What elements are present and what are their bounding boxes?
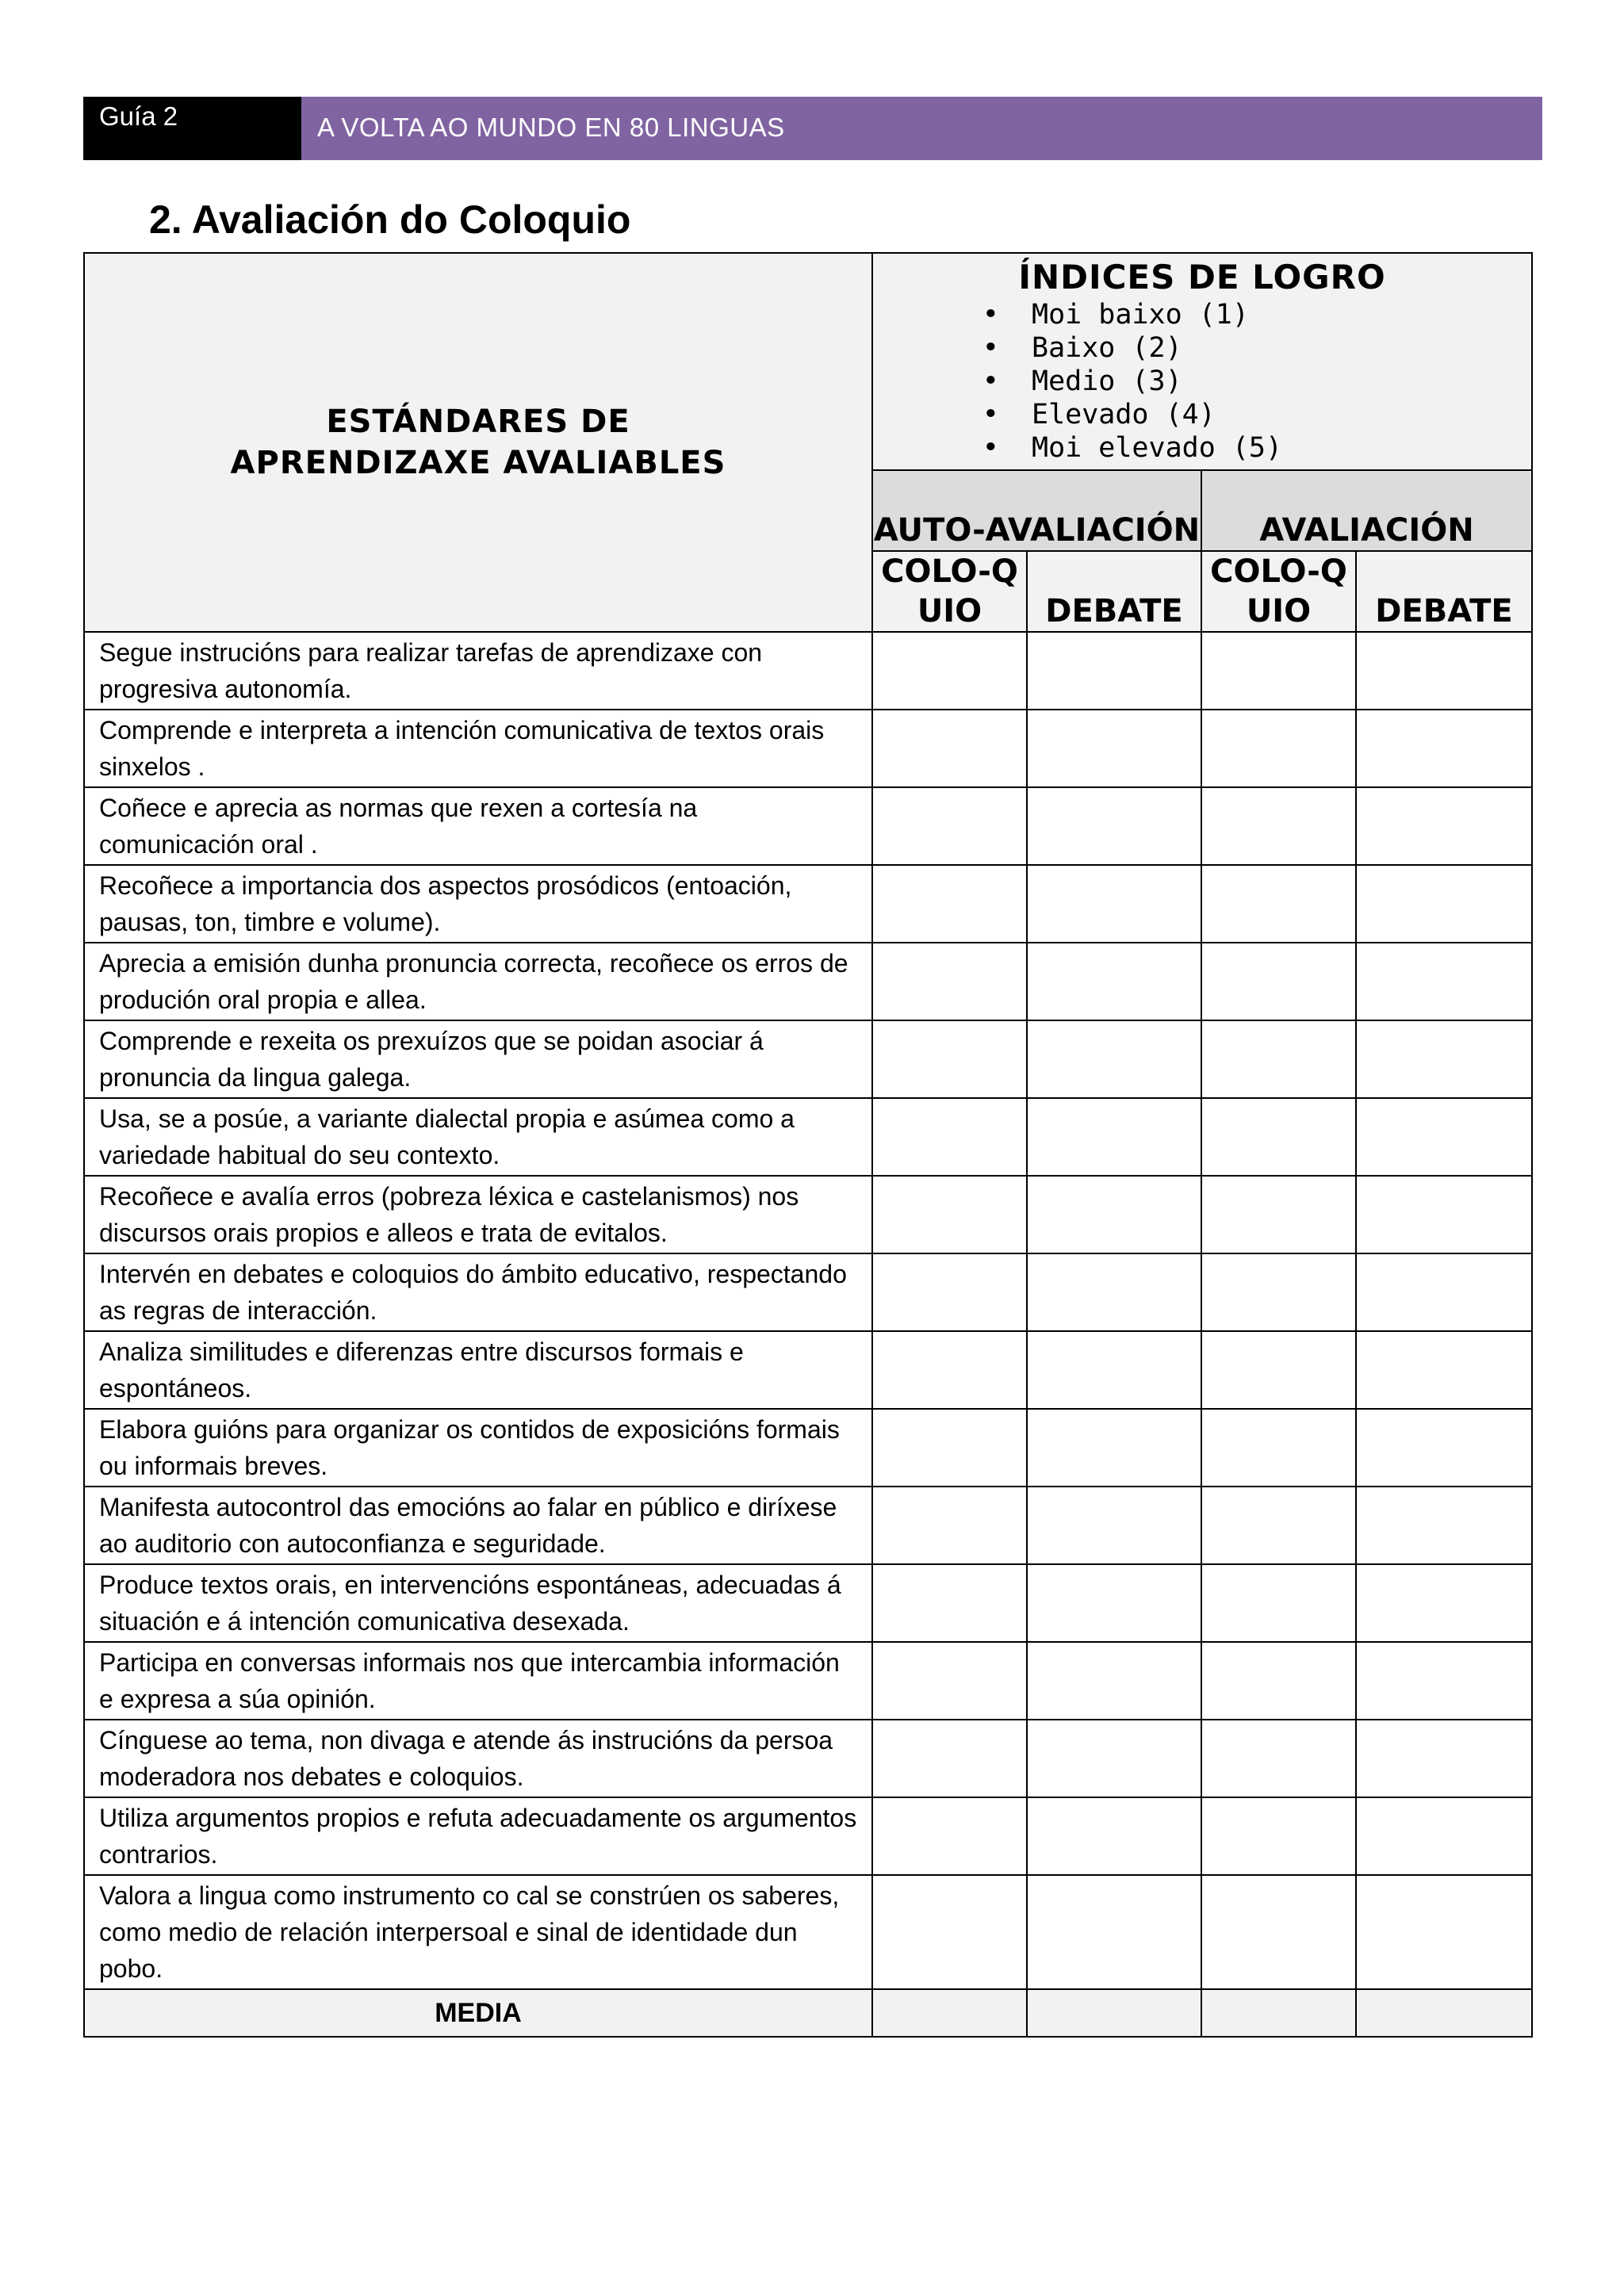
score-cell[interactable] — [1201, 1331, 1356, 1409]
score-cell[interactable] — [872, 865, 1027, 943]
score-cell[interactable] — [1027, 710, 1201, 787]
score-cell[interactable] — [1027, 943, 1201, 1020]
score-cell[interactable] — [1201, 1720, 1356, 1797]
index-item: • Baixo (2) — [1032, 331, 1531, 365]
indices-list — [873, 298, 1531, 465]
score-cell[interactable] — [872, 1098, 1027, 1176]
media-cell[interactable] — [872, 1989, 1027, 2037]
score-cell[interactable] — [1356, 1098, 1532, 1176]
table-row — [84, 1409, 1532, 1487]
score-cell[interactable] — [1201, 1564, 1356, 1642]
media-cell[interactable] — [1356, 1989, 1532, 2037]
standard-text: Recoñece e avalía erros (pobreza léxica e castelanismos) nos discursos orais propios e alleos e trata de evitalos. — [84, 1176, 872, 1253]
table-row — [84, 1564, 1532, 1642]
index-item: • Moi elevado (5) — [1032, 431, 1531, 465]
indices-title: ÍNDICES DE LOGRO — [1018, 258, 1386, 297]
score-cell[interactable] — [1201, 943, 1356, 1020]
table-row — [84, 787, 1532, 865]
score-cell[interactable] — [872, 787, 1027, 865]
score-cell[interactable] — [1201, 1098, 1356, 1176]
achievement-indices — [872, 253, 1532, 470]
score-cell[interactable] — [1027, 1875, 1201, 1989]
table-row — [84, 1642, 1532, 1720]
score-cell[interactable] — [1201, 1487, 1356, 1564]
standard-text: Cínguese ao tema, non divaga e atende ás instrucións da persoa moderadora nos debates e coloquios. — [84, 1720, 872, 1797]
table-row — [84, 1720, 1532, 1797]
score-cell[interactable] — [872, 1253, 1027, 1331]
standards-header-line-2: APRENDIZAXE AVALIABLES — [230, 445, 726, 481]
index-item: • Elevado (4) — [1032, 398, 1531, 431]
standard-text: Segue instrucións para realizar tarefas de aprendizaxe con progresiva autonomía. — [84, 632, 872, 710]
score-cell[interactable] — [872, 1797, 1027, 1875]
standard-text: Manifesta autocontrol das emocións ao falar en público e diríxese ao auditorio con autoconfianza e seguridade. — [84, 1487, 872, 1564]
score-cell[interactable] — [872, 1020, 1027, 1098]
score-cell[interactable] — [1027, 1020, 1201, 1098]
standard-text: Utiliza argumentos propios e refuta adecuadamente os argumentos contrarios. — [84, 1797, 872, 1875]
media-cell[interactable] — [1201, 1989, 1356, 2037]
score-cell[interactable] — [1027, 1331, 1201, 1409]
index-item: • Moi baixo (1) — [1032, 298, 1531, 331]
table-row — [84, 1331, 1532, 1409]
score-cell[interactable] — [1356, 865, 1532, 943]
score-cell[interactable] — [1201, 1642, 1356, 1720]
score-cell[interactable] — [1201, 787, 1356, 865]
table-row — [84, 1098, 1532, 1176]
subcolumn-debate: DEBATE — [1027, 551, 1201, 632]
standards-header — [84, 253, 872, 632]
score-cell[interactable] — [1201, 632, 1356, 710]
evaluation-table — [83, 252, 1533, 2038]
score-cell[interactable] — [1201, 1176, 1356, 1253]
score-cell[interactable] — [1027, 1564, 1201, 1642]
score-cell[interactable] — [1027, 1409, 1201, 1487]
header-banner — [83, 97, 1542, 160]
score-cell[interactable] — [872, 1409, 1027, 1487]
score-cell[interactable] — [1356, 1642, 1532, 1720]
table-row — [84, 943, 1532, 1020]
score-cell[interactable] — [872, 632, 1027, 710]
score-cell[interactable] — [1027, 1487, 1201, 1564]
media-row — [84, 1989, 1532, 2037]
score-cell[interactable] — [1201, 710, 1356, 787]
score-cell[interactable] — [1027, 1098, 1201, 1176]
subcolumn-colloquium: COLO-QUIO — [1201, 551, 1356, 632]
media-cell[interactable] — [1027, 1989, 1201, 2037]
score-cell[interactable] — [1356, 1409, 1532, 1487]
score-cell[interactable] — [872, 1331, 1027, 1409]
score-cell[interactable] — [1027, 1253, 1201, 1331]
section-title: 2. Avaliación do Coloquio — [149, 197, 631, 242]
table-row — [84, 1797, 1532, 1875]
score-cell[interactable] — [1201, 1409, 1356, 1487]
score-cell[interactable] — [1027, 1176, 1201, 1253]
score-cell[interactable] — [1201, 865, 1356, 943]
score-cell[interactable] — [1356, 787, 1532, 865]
score-cell[interactable] — [1356, 1020, 1532, 1098]
standard-text: Aprecia a emisión dunha pronuncia correcta, recoñece os erros de produción oral propia e allea. — [84, 943, 872, 1020]
score-cell[interactable] — [1356, 943, 1532, 1020]
score-cell[interactable] — [1356, 1720, 1532, 1797]
score-cell[interactable] — [1356, 1176, 1532, 1253]
score-cell[interactable] — [1356, 1487, 1532, 1564]
table-row — [84, 632, 1532, 710]
score-cell[interactable] — [1356, 1253, 1532, 1331]
standard-text: Analiza similitudes e diferenzas entre discursos formais e espontáneos. — [84, 1331, 872, 1409]
standard-text: Elabora guións para organizar os contidos de exposicións formais ou informais breves. — [84, 1409, 872, 1487]
score-cell[interactable] — [1356, 710, 1532, 787]
table-row — [84, 1487, 1532, 1564]
standard-text: Comprende e interpreta a intención comunicativa de textos orais sinxelos . — [84, 710, 872, 787]
table-row — [84, 1875, 1532, 1989]
score-cell[interactable] — [872, 1642, 1027, 1720]
table-row — [84, 865, 1532, 943]
score-cell[interactable] — [1356, 1875, 1532, 1989]
score-cell[interactable] — [1201, 1253, 1356, 1331]
subcolumn-debate: DEBATE — [1356, 551, 1532, 632]
table-row — [84, 1253, 1532, 1331]
score-cell[interactable] — [872, 1720, 1027, 1797]
self-evaluation-header: AUTO-AVALIACIÓN — [872, 470, 1201, 551]
score-cell[interactable] — [1356, 1797, 1532, 1875]
score-cell[interactable] — [872, 1875, 1027, 1989]
standard-text: Comprende e rexeita os prexuízos que se poidan asociar á pronuncia da lingua galega. — [84, 1020, 872, 1098]
guide-title: A VOLTA AO MUNDO EN 80 LINGUAS — [301, 97, 1542, 160]
standard-text: Valora a lingua como instrumento co cal se constrúen os saberes, como medio de relación interpersoal e sinal de identidade dun pobo. — [84, 1875, 872, 1989]
index-item: • Medio (3) — [1032, 365, 1531, 398]
standard-text: Produce textos orais, en intervencións espontáneas, adecuadas á situación e á intención comunicativa desexada. — [84, 1564, 872, 1642]
score-cell[interactable] — [1356, 1564, 1532, 1642]
score-cell[interactable] — [1201, 1020, 1356, 1098]
score-cell[interactable] — [1356, 1331, 1532, 1409]
evaluation-header: AVALIACIÓN — [1201, 470, 1532, 551]
score-cell[interactable] — [872, 1176, 1027, 1253]
subcolumn-colloquium: COLO-QUIO — [872, 551, 1027, 632]
score-cell[interactable] — [1027, 787, 1201, 865]
score-cell[interactable] — [872, 1487, 1027, 1564]
standard-text: Coñece e aprecia as normas que rexen a cortesía na comunicación oral . — [84, 787, 872, 865]
standard-text: Recoñece a importancia dos aspectos prosódicos (entoación, pausas, ton, timbre e volume). — [84, 865, 872, 943]
media-label: MEDIA — [84, 1989, 872, 2037]
score-cell[interactable] — [1027, 865, 1201, 943]
standard-text: Intervén en debates e coloquios do ámbito educativo, respectando as regras de interacción. — [84, 1253, 872, 1331]
score-cell[interactable] — [872, 1564, 1027, 1642]
standard-text: Participa en conversas informais nos que intercambia información e expresa a súa opinión. — [84, 1642, 872, 1720]
score-cell[interactable] — [1027, 1797, 1201, 1875]
table-row — [84, 1020, 1532, 1098]
score-cell[interactable] — [1027, 1720, 1201, 1797]
score-cell[interactable] — [1201, 1875, 1356, 1989]
score-cell[interactable] — [1027, 1642, 1201, 1720]
score-cell[interactable] — [872, 943, 1027, 1020]
standard-text: Usa, se a posúe, a variante dialectal propia e asúmea como a variedade habitual do seu contexto. — [84, 1098, 872, 1176]
score-cell[interactable] — [872, 710, 1027, 787]
table-row — [84, 710, 1532, 787]
score-cell[interactable] — [1027, 632, 1201, 710]
standards-header-line-1: ESTÁNDARES DE — [326, 404, 630, 440]
guide-label: Guía 2 — [83, 97, 301, 160]
score-cell[interactable] — [1356, 632, 1532, 710]
table-row — [84, 1176, 1532, 1253]
score-cell[interactable] — [1201, 1797, 1356, 1875]
